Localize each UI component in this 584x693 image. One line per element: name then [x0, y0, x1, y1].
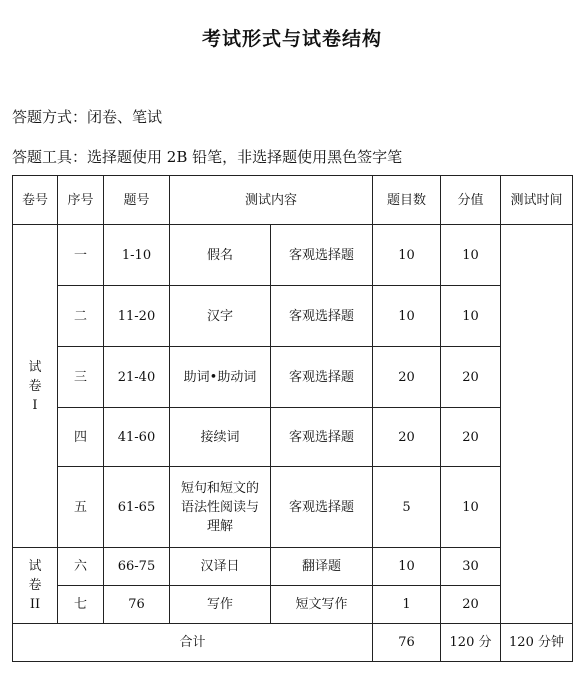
row-seq: 七 [58, 586, 104, 624]
table-row [13, 467, 573, 548]
table-row [13, 408, 573, 467]
row-qnum: 66-75 [104, 548, 170, 586]
row-type: 客观选择题 [271, 286, 373, 347]
table-header-row [13, 176, 573, 225]
table-row [13, 586, 573, 624]
row-type: 客观选择题 [271, 408, 373, 467]
total-time: 120 分钟 [501, 624, 573, 662]
row-count: 10 [373, 548, 441, 586]
row-seq: 二 [58, 286, 104, 347]
header-score: 分值 [441, 176, 501, 225]
header-count: 题目数 [373, 176, 441, 225]
row-qnum: 21-40 [104, 347, 170, 408]
header-seq: 序号 [58, 176, 104, 225]
table-row [13, 347, 573, 408]
row-count: 5 [373, 467, 441, 548]
row-seq: 五 [58, 467, 104, 548]
answer-method: 答题方式：闭卷、笔试 [12, 108, 163, 126]
table-row [13, 286, 573, 347]
row-score: 10 [441, 467, 501, 548]
answer-tools: 答题工具：选择题使用 2B 铅笔，非选择题使用黑色签字笔 [12, 148, 403, 166]
row-type: 客观选择题 [271, 225, 373, 286]
row-qnum: 11-20 [104, 286, 170, 347]
header-content: 测试内容 [170, 176, 373, 225]
row-qnum: 1-10 [104, 225, 170, 286]
row-content: 写作 [170, 586, 271, 624]
header-qnum: 题号 [104, 176, 170, 225]
row-content: 助词•助动词 [170, 347, 271, 408]
header-paper: 卷号 [13, 176, 58, 225]
row-content: 假名 [170, 225, 271, 286]
paper-1-label: 试 卷 I [13, 225, 58, 548]
paper-2-label: 试 卷 II [13, 548, 58, 624]
row-content: 短句和短文的语法性阅读与理解 [170, 467, 271, 548]
row-content: 接续词 [170, 408, 271, 467]
row-count: 20 [373, 408, 441, 467]
row-count: 1 [373, 586, 441, 624]
row-count: 10 [373, 225, 441, 286]
row-seq: 四 [58, 408, 104, 467]
row-content: 汉译日 [170, 548, 271, 586]
row-seq: 三 [58, 347, 104, 408]
total-count: 76 [373, 624, 441, 662]
row-score: 20 [441, 408, 501, 467]
row-count: 20 [373, 347, 441, 408]
total-label: 合计 [13, 624, 373, 662]
row-seq: 六 [58, 548, 104, 586]
row-type: 客观选择题 [271, 347, 373, 408]
total-score: 120 分 [441, 624, 501, 662]
row-score: 30 [441, 548, 501, 586]
total-row [13, 624, 573, 662]
exam-structure-table [12, 175, 573, 662]
table-row [13, 225, 573, 286]
row-type: 短文写作 [271, 586, 373, 624]
row-score: 10 [441, 225, 501, 286]
row-content: 汉字 [170, 286, 271, 347]
row-qnum: 61-65 [104, 467, 170, 548]
row-count: 10 [373, 286, 441, 347]
row-type: 客观选择题 [271, 467, 373, 548]
time-blank-cell [501, 225, 573, 624]
row-score: 20 [441, 347, 501, 408]
row-seq: 一 [58, 225, 104, 286]
row-type: 翻译题 [271, 548, 373, 586]
table-row [13, 548, 573, 586]
row-score: 20 [441, 586, 501, 624]
document-title: 考试形式与试卷结构 [201, 28, 382, 50]
row-qnum: 76 [104, 586, 170, 624]
row-score: 10 [441, 286, 501, 347]
row-qnum: 41-60 [104, 408, 170, 467]
header-time: 测试时间 [501, 176, 573, 225]
